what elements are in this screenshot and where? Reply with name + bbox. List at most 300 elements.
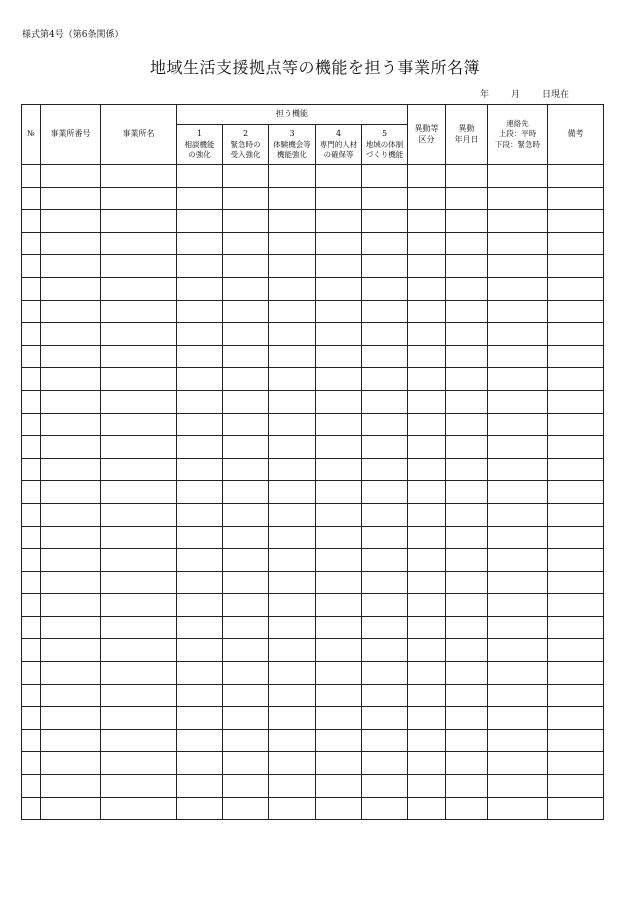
cell-function-3 [269, 255, 316, 278]
cell-contact [488, 165, 548, 188]
cell-contact [488, 210, 548, 233]
as-of-date-line [480, 87, 569, 100]
change-type-line1: 異動等 [414, 123, 439, 133]
cell-remarks [548, 368, 604, 391]
cell-office-name [101, 232, 177, 255]
cell-office-number [41, 210, 101, 233]
month-label: 月 [511, 90, 521, 100]
table-row [22, 571, 604, 594]
cell-function-5 [362, 684, 408, 707]
cell-no [22, 390, 41, 413]
cell-office-number [41, 232, 101, 255]
table-row [22, 526, 604, 549]
cell-function-1 [177, 639, 223, 662]
contact-line1: 連絡先 [506, 119, 529, 129]
cell-change-type [408, 797, 446, 820]
cell-office-name [101, 481, 177, 504]
table-row [22, 797, 604, 820]
cell-no [22, 232, 41, 255]
table-row [22, 481, 604, 504]
cell-function-1 [177, 594, 223, 617]
cell-contact [488, 413, 548, 436]
cell-function-2 [223, 616, 269, 639]
cell-office-number [41, 413, 101, 436]
cell-no [22, 210, 41, 233]
cell-no [22, 503, 41, 526]
cell-no [22, 775, 41, 798]
cell-change-date [446, 549, 488, 572]
cell-change-type [408, 707, 446, 730]
page-title: 地域生活支援拠点等の機能を担う事業所名簿 [149, 58, 480, 77]
cell-function-5 [362, 390, 408, 413]
cell-change-type [408, 481, 446, 504]
cell-office-name [101, 797, 177, 820]
cell-function-3 [269, 210, 316, 233]
cell-function-3 [269, 368, 316, 391]
cell-remarks [548, 752, 604, 775]
cell-function-5 [362, 526, 408, 549]
cell-contact [488, 481, 548, 504]
cell-contact [488, 503, 548, 526]
cell-contact [488, 616, 548, 639]
cell-function-5 [362, 345, 408, 368]
col-header-function-1 [177, 125, 223, 165]
function-2-number: 2 [242, 128, 249, 138]
cell-function-3 [269, 639, 316, 662]
cell-function-1 [177, 729, 223, 752]
cell-function-5 [362, 368, 408, 391]
cell-function-4 [316, 526, 362, 549]
cell-change-type [408, 526, 446, 549]
cell-office-number [41, 436, 101, 459]
cell-function-2 [223, 752, 269, 775]
cell-contact [488, 707, 548, 730]
change-date-line2: 年月日 [454, 134, 479, 144]
cell-function-1 [177, 707, 223, 730]
cell-function-3 [269, 165, 316, 188]
cell-office-name [101, 165, 177, 188]
cell-function-2 [223, 368, 269, 391]
change-date-line1: 異動 [458, 123, 475, 133]
cell-no [22, 752, 41, 775]
cell-function-3 [269, 458, 316, 481]
function-4-line2: の確保等 [323, 149, 354, 159]
cell-function-4 [316, 549, 362, 572]
cell-function-2 [223, 255, 269, 278]
cell-contact [488, 662, 548, 685]
cell-office-number [41, 549, 101, 572]
cell-no [22, 413, 41, 436]
cell-office-number [41, 165, 101, 188]
cell-function-3 [269, 481, 316, 504]
cell-function-2 [223, 481, 269, 504]
cell-function-1 [177, 210, 223, 233]
cell-change-date [446, 481, 488, 504]
function-5-line1: 地域の体制 [365, 139, 404, 149]
cell-function-2 [223, 729, 269, 752]
cell-function-1 [177, 797, 223, 820]
cell-function-3 [269, 345, 316, 368]
cell-function-3 [269, 594, 316, 617]
cell-function-4 [316, 639, 362, 662]
cell-remarks [548, 210, 604, 233]
cell-change-type [408, 503, 446, 526]
col-header-function-4 [316, 125, 362, 165]
cell-office-number [41, 616, 101, 639]
cell-change-type [408, 345, 446, 368]
cell-no [22, 277, 41, 300]
cell-function-1 [177, 458, 223, 481]
cell-function-5 [362, 300, 408, 323]
cell-function-1 [177, 390, 223, 413]
cell-office-number [41, 797, 101, 820]
cell-office-number [41, 639, 101, 662]
year-label: 年 [480, 90, 490, 100]
function-1-line1: 相談機能 [184, 139, 215, 149]
cell-function-3 [269, 503, 316, 526]
cell-no [22, 345, 41, 368]
cell-office-name [101, 458, 177, 481]
cell-office-number [41, 368, 101, 391]
cell-no [22, 684, 41, 707]
cell-no [22, 616, 41, 639]
table-row [22, 165, 604, 188]
cell-function-5 [362, 752, 408, 775]
col-header-office-number: 事業所番号 [41, 105, 101, 165]
cell-remarks [548, 707, 604, 730]
cell-contact [488, 549, 548, 572]
cell-remarks [548, 300, 604, 323]
cell-remarks [548, 390, 604, 413]
cell-change-type [408, 300, 446, 323]
cell-remarks [548, 345, 604, 368]
cell-remarks [548, 662, 604, 685]
cell-change-date [446, 232, 488, 255]
cell-function-2 [223, 662, 269, 685]
cell-remarks [548, 775, 604, 798]
cell-change-date [446, 390, 488, 413]
cell-remarks [548, 165, 604, 188]
cell-function-4 [316, 390, 362, 413]
cell-function-5 [362, 639, 408, 662]
cell-function-4 [316, 165, 362, 188]
cell-contact [488, 458, 548, 481]
cell-function-1 [177, 503, 223, 526]
cell-function-2 [223, 571, 269, 594]
cell-function-3 [269, 277, 316, 300]
cell-function-3 [269, 413, 316, 436]
cell-function-1 [177, 165, 223, 188]
change-type-line2: 区分 [418, 134, 435, 144]
cell-function-1 [177, 277, 223, 300]
cell-function-3 [269, 752, 316, 775]
cell-contact [488, 300, 548, 323]
cell-function-1 [177, 323, 223, 346]
cell-change-type [408, 232, 446, 255]
cell-change-date [446, 594, 488, 617]
function-1-line2: の強化 [188, 149, 211, 159]
cell-change-type [408, 752, 446, 775]
cell-remarks [548, 255, 604, 278]
cell-remarks [548, 481, 604, 504]
cell-change-date [446, 413, 488, 436]
cell-remarks [548, 729, 604, 752]
cell-function-4 [316, 594, 362, 617]
cell-function-2 [223, 707, 269, 730]
cell-office-name [101, 187, 177, 210]
cell-function-3 [269, 526, 316, 549]
col-header-office-name: 事業所名 [101, 105, 177, 165]
cell-office-number [41, 571, 101, 594]
cell-no [22, 797, 41, 820]
cell-change-date [446, 752, 488, 775]
cell-change-type [408, 210, 446, 233]
cell-change-date [446, 323, 488, 346]
cell-change-date [446, 345, 488, 368]
col-header-remarks: 備考 [548, 105, 604, 165]
cell-change-type [408, 684, 446, 707]
cell-function-1 [177, 368, 223, 391]
function-3-line2: 機能強化 [277, 149, 307, 159]
cell-contact [488, 797, 548, 820]
cell-function-3 [269, 662, 316, 685]
cell-function-2 [223, 413, 269, 436]
cell-function-2 [223, 684, 269, 707]
cell-change-date [446, 503, 488, 526]
cell-remarks [548, 187, 604, 210]
cell-change-type [408, 662, 446, 685]
cell-office-number [41, 526, 101, 549]
cell-function-2 [223, 345, 269, 368]
cell-office-number [41, 752, 101, 775]
cell-office-name [101, 662, 177, 685]
table-row [22, 639, 604, 662]
cell-function-2 [223, 549, 269, 572]
cell-no [22, 165, 41, 188]
table-row [22, 187, 604, 210]
table-row [22, 458, 604, 481]
cell-function-4 [316, 797, 362, 820]
cell-change-date [446, 436, 488, 459]
col-header-contact [488, 105, 548, 165]
function-3-line1: 体験機会等 [273, 139, 311, 149]
cell-change-type [408, 413, 446, 436]
cell-remarks [548, 549, 604, 572]
cell-remarks [548, 571, 604, 594]
cell-office-name [101, 436, 177, 459]
cell-function-4 [316, 752, 362, 775]
cell-remarks [548, 684, 604, 707]
cell-office-name [101, 300, 177, 323]
cell-no [22, 368, 41, 391]
cell-function-2 [223, 187, 269, 210]
cell-function-2 [223, 323, 269, 346]
cell-office-name [101, 571, 177, 594]
cell-change-type [408, 255, 446, 278]
cell-change-date [446, 526, 488, 549]
cell-office-name [101, 752, 177, 775]
cell-office-name [101, 277, 177, 300]
cell-function-5 [362, 616, 408, 639]
cell-office-name [101, 616, 177, 639]
cell-office-name [101, 594, 177, 617]
cell-no [22, 436, 41, 459]
cell-change-date [446, 616, 488, 639]
table-row [22, 775, 604, 798]
cell-function-2 [223, 390, 269, 413]
cell-function-4 [316, 436, 362, 459]
table-row [22, 232, 604, 255]
col-header-change-type [408, 105, 446, 165]
cell-function-3 [269, 571, 316, 594]
cell-office-number [41, 707, 101, 730]
cell-function-2 [223, 639, 269, 662]
cell-no [22, 594, 41, 617]
cell-no [22, 300, 41, 323]
cell-remarks [548, 277, 604, 300]
cell-no [22, 571, 41, 594]
cell-change-type [408, 616, 446, 639]
cell-contact [488, 368, 548, 391]
cell-remarks [548, 458, 604, 481]
cell-function-1 [177, 616, 223, 639]
cell-function-3 [269, 232, 316, 255]
cell-office-name [101, 639, 177, 662]
cell-contact [488, 390, 548, 413]
cell-function-4 [316, 300, 362, 323]
cell-function-2 [223, 436, 269, 459]
cell-office-name [101, 210, 177, 233]
cell-function-2 [223, 594, 269, 617]
cell-remarks [548, 639, 604, 662]
cell-change-date [446, 797, 488, 820]
cell-function-4 [316, 413, 362, 436]
cell-change-type [408, 187, 446, 210]
cell-change-date [446, 255, 488, 278]
cell-function-2 [223, 503, 269, 526]
cell-change-type [408, 549, 446, 572]
cell-function-1 [177, 662, 223, 685]
cell-function-5 [362, 797, 408, 820]
cell-function-3 [269, 707, 316, 730]
cell-office-number [41, 255, 101, 278]
cell-function-2 [223, 300, 269, 323]
table-row [22, 255, 604, 278]
cell-function-5 [362, 413, 408, 436]
cell-function-4 [316, 707, 362, 730]
cell-function-5 [362, 775, 408, 798]
cell-function-3 [269, 729, 316, 752]
cell-function-2 [223, 210, 269, 233]
cell-change-type [408, 729, 446, 752]
form-number: 様式第4号（第6条関係） [22, 30, 124, 40]
cell-no [22, 729, 41, 752]
table-row [22, 277, 604, 300]
cell-no [22, 662, 41, 685]
cell-function-2 [223, 458, 269, 481]
table-row [22, 594, 604, 617]
cell-function-1 [177, 549, 223, 572]
cell-function-1 [177, 571, 223, 594]
cell-function-2 [223, 232, 269, 255]
function-1-number: 1 [196, 128, 203, 138]
cell-office-number [41, 458, 101, 481]
cell-function-1 [177, 232, 223, 255]
cell-contact [488, 571, 548, 594]
table-row [22, 210, 604, 233]
cell-function-4 [316, 323, 362, 346]
cell-change-type [408, 775, 446, 798]
cell-function-4 [316, 345, 362, 368]
cell-change-type [408, 323, 446, 346]
table-row [22, 662, 604, 685]
cell-office-number [41, 594, 101, 617]
cell-remarks [548, 526, 604, 549]
cell-change-type [408, 571, 446, 594]
cell-no [22, 549, 41, 572]
cell-remarks [548, 797, 604, 820]
cell-function-1 [177, 187, 223, 210]
cell-change-date [446, 187, 488, 210]
cell-office-name [101, 413, 177, 436]
table-row [22, 684, 604, 707]
cell-remarks [548, 323, 604, 346]
cell-function-5 [362, 165, 408, 188]
cell-function-4 [316, 503, 362, 526]
cell-function-4 [316, 458, 362, 481]
cell-change-date [446, 210, 488, 233]
cell-office-name [101, 707, 177, 730]
cell-remarks [548, 436, 604, 459]
cell-change-date [446, 300, 488, 323]
table-row [22, 300, 604, 323]
cell-change-type [408, 165, 446, 188]
cell-contact [488, 752, 548, 775]
cell-function-5 [362, 187, 408, 210]
cell-office-number [41, 323, 101, 346]
cell-function-2 [223, 797, 269, 820]
cell-function-5 [362, 232, 408, 255]
cell-no [22, 526, 41, 549]
cell-function-4 [316, 662, 362, 685]
cell-function-1 [177, 345, 223, 368]
cell-change-date [446, 729, 488, 752]
cell-remarks [548, 594, 604, 617]
cell-function-3 [269, 436, 316, 459]
cell-change-date [446, 571, 488, 594]
cell-function-3 [269, 616, 316, 639]
table-row [22, 345, 604, 368]
cell-change-type [408, 458, 446, 481]
cell-remarks [548, 232, 604, 255]
cell-no [22, 187, 41, 210]
cell-change-type [408, 594, 446, 617]
cell-office-number [41, 684, 101, 707]
cell-function-1 [177, 684, 223, 707]
contact-line2: 上段：平時 [498, 129, 537, 139]
cell-function-1 [177, 436, 223, 459]
cell-function-2 [223, 775, 269, 798]
cell-no [22, 639, 41, 662]
cell-change-type [408, 368, 446, 391]
cell-function-1 [177, 413, 223, 436]
cell-function-5 [362, 481, 408, 504]
cell-function-4 [316, 775, 362, 798]
cell-function-2 [223, 526, 269, 549]
cell-contact [488, 729, 548, 752]
cell-no [22, 323, 41, 346]
cell-contact [488, 775, 548, 798]
